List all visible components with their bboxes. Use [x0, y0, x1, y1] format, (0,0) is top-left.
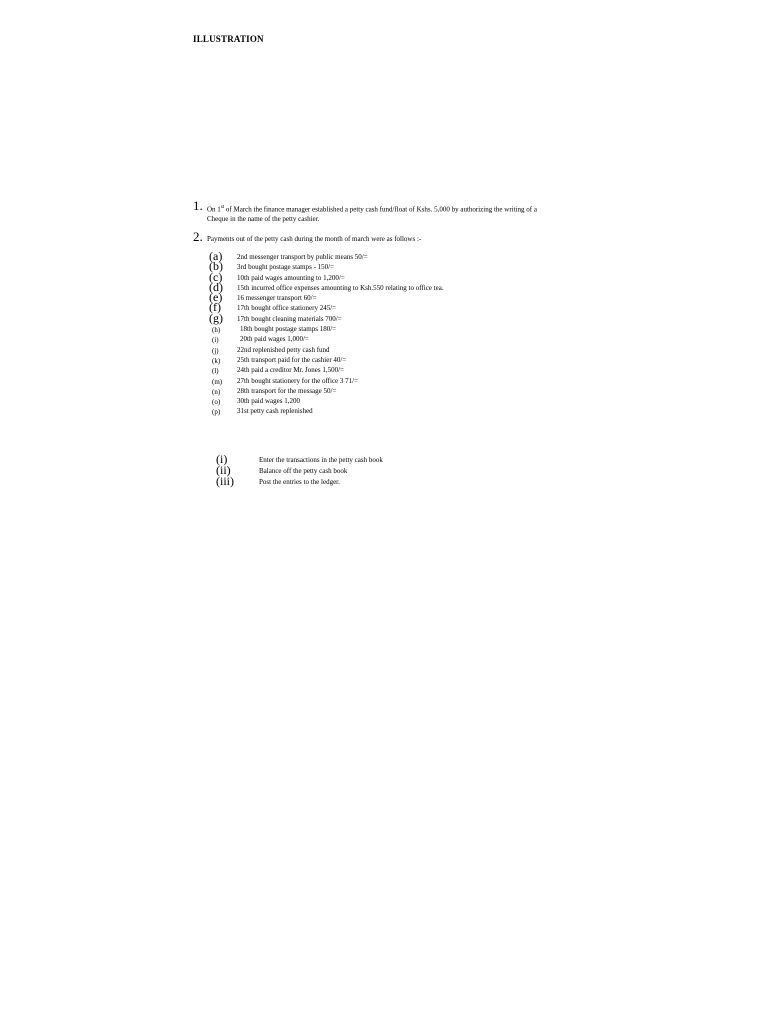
payment-item-marker: (n)	[212, 387, 221, 396]
question-1-text: On 1st of March the finance manager established a petty cash fund/float of Kshs. 5,000 by authorizing the writing of a Cheque in the name of the petty cashier.	[207, 205, 537, 224]
payment-item	[209, 290, 539, 305]
payments-list	[209, 249, 539, 417]
task-item-text: Balance off the petty cash book	[259, 467, 348, 475]
payment-item-text: 17th bought office stationery 245/=	[237, 304, 337, 313]
payment-item	[209, 365, 539, 375]
payment-item-marker: (p)	[212, 408, 221, 417]
payment-item-marker: (a)	[209, 249, 223, 263]
payment-item-marker: (d)	[209, 279, 223, 294]
payment-item	[209, 310, 539, 325]
question-2-text: Payments out of the petty cash during the month of march were as follows :-	[207, 235, 422, 243]
task-item	[216, 452, 516, 466]
payment-item-marker: (o)	[212, 398, 221, 407]
payment-item	[209, 279, 539, 294]
payment-item	[209, 396, 539, 406]
payment-item	[209, 345, 539, 355]
payment-item-marker: (g)	[209, 310, 223, 325]
task-item-marker: (i)	[216, 452, 228, 466]
question-2	[193, 229, 543, 244]
payment-item-marker: (l)	[212, 367, 219, 376]
payment-item-text: 10th paid wages amounting to 1,200/=	[237, 273, 345, 282]
payment-item-marker: (k)	[212, 356, 221, 365]
task-item	[216, 463, 516, 477]
payment-item-text: 2nd messenger transport by public means 50/=	[237, 253, 368, 261]
payment-item	[209, 249, 539, 263]
payment-item	[209, 300, 539, 315]
payment-item-text: 3rd bought postage stamps - 150/=	[237, 263, 335, 272]
payment-item-text: 31st petty cash replenished	[237, 407, 313, 416]
payment-item	[209, 355, 539, 365]
question-1-number: 1.	[193, 198, 203, 213]
payment-item-text: 17th bought cleaning materials 700/=	[237, 314, 342, 323]
payment-item-marker: (i)	[212, 336, 219, 345]
payment-item-marker: (c)	[209, 269, 223, 284]
payment-item-text: 15th incurred office expenses amounting to Ksh.550 relating to office tea.	[237, 283, 444, 292]
payment-item-text: 22nd replenished petty cash fund	[237, 345, 330, 354]
question-2-number: 2.	[193, 229, 203, 244]
payment-item-text: 20th paid wages 1,000/=	[240, 335, 309, 344]
payment-item-text: 18th bought postage stamps 180/=	[240, 325, 337, 334]
tasks-list	[216, 452, 516, 488]
payment-item	[209, 386, 539, 396]
payment-item	[209, 334, 539, 344]
task-item-marker: (iii)	[216, 474, 234, 488]
payment-item	[209, 269, 539, 284]
task-item-text: Enter the transactions in the petty cash book	[259, 456, 383, 464]
payment-item-text: 28th transport for the message 50/=	[237, 386, 337, 395]
document-heading: ILLUSTRATION	[193, 34, 264, 44]
payment-item-text: 25th transport paid for the cashier 40/=	[237, 355, 347, 364]
payment-item	[209, 324, 539, 334]
payment-item-marker: (j)	[212, 346, 219, 355]
payment-item-marker: (m)	[212, 377, 223, 386]
payment-item	[209, 259, 539, 274]
payment-item	[209, 406, 539, 416]
task-item	[216, 474, 516, 488]
task-item-text: Post the entries to the ledger.	[259, 478, 340, 486]
payment-item-text: 24th paid a creditor Mr. Jones 1,500/=	[237, 366, 344, 375]
payment-item	[209, 376, 539, 386]
payment-item-text: 16 messenger transport 60/=	[237, 294, 317, 303]
question-1	[193, 198, 543, 224]
payment-item-text: 30th paid wages 1,200	[237, 397, 300, 406]
payment-item-marker: (h)	[212, 326, 221, 335]
payment-item-marker: (e)	[209, 290, 223, 305]
payment-item-marker: (b)	[209, 259, 223, 274]
payment-item-text: 27th bought stationery for the office 3 71/=	[237, 376, 359, 385]
payment-item-marker: (f)	[209, 300, 221, 315]
task-item-marker: (ii)	[216, 463, 231, 477]
